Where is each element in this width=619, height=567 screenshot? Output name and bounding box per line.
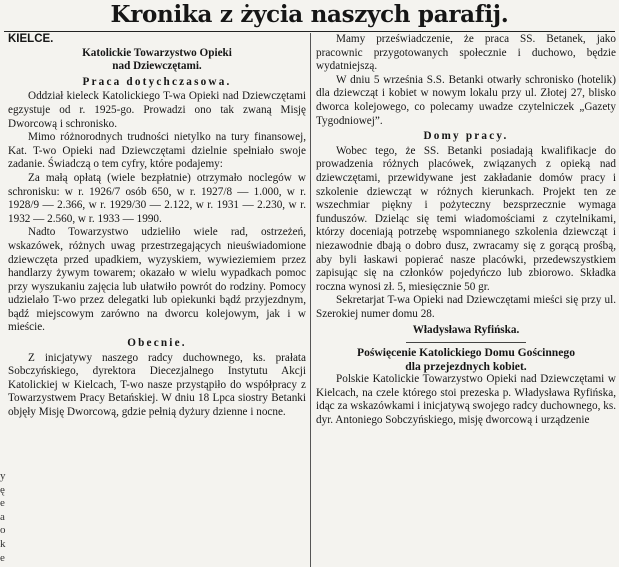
paragraph: W dniu 5 września S.S. Betanki otwarły schronisko (hotelik) dla dziewcząt i kobiet w nowym lokalu przy ul. Złotej 27, blisko dworca kolejowego, co polecamy uwadze czytelniczek „Gazety Tygodniowej”. [316, 73, 616, 127]
paragraph: Sekretarjat T-wa Opieki nad Dziewczętami mieści się przy ul. Szerokiej numer domu 28. [316, 294, 616, 320]
city-heading: KIELCE. [8, 33, 54, 45]
section-heading-praca: Praca dotychczasowa. [82, 75, 232, 88]
paragraph: Wobec tego, że SS. Betanki posiadają kwalifikacje do prowadzenia różnych placówek, związanych z opieką nad dziewczętami, przewidywane jest zakładanie domów pracy i szkolenie dziewcząt w różnych kierunkach. Projekt ten ze wszechmiar piękny i pożyteczny bezsprzecznie wymaga funduszów. Dzieląc się temi wiadomościami z czytelnikami, którzy doceniają potrzebę wspomnianego szkolenia dziewcząt i niezawodnie dbają o dobro dusz, zwracamy się z gorącą prośbą, aby byli łaskawi popierać nasze placówki, przedewszystkiem zapisując się na członków pojedyńczo lub zbiorowo. Składka roczna wynosi zł. 5, miesięcznie 50 gr. [316, 144, 616, 293]
edge-mark: e [0, 497, 5, 510]
article-title-line-2: nad Dziewczętami. [112, 60, 202, 73]
paragraph: Z inicjatywy naszego radcy duchownego, ks. prałata Sobczyńskiego, dyrektora Diecezjalnego Instytutu Akcji Katolickiej w Kielcach, T-wo nasze przystąpiło do współpracy z Towarzystwem Pracy Betańskiej. W dniu 18 Lpca siostry Betanki objęły Misję Dworcową, gdzie pełnią dyżury dzienne i nocne. [8, 351, 306, 419]
edge-mark: o [0, 524, 6, 537]
paragraph-statistics: Za małą opłatą (wiele bezpłatnie) otrzymało noclegów w schronisku: w r. 1926/7 osób 650, w r. 1927/8 — 1.000, w r. 1928/9 — 2.366, w r. 1929/30 — 2.122, w r. 1931 — 2.230, w r. 1932 — 2.560, w r. 1933 — 1990. [8, 171, 306, 225]
paragraph: Nadto Towarzystwo udzieliło wiele rad, ostrzeżeń, wskazówek, różnych uwag przestrzegających nieuświadomione dziewczęta przed upadkiem, wyzyskiem, wywieziemiem przez handlarzy żywym towarem; okazało w wielu wypadkach pomoc przy wyszukaniu zajęcia lub ułatwiło powrót do rodziny. Pomocy udzielało T-wo przez delegatki lub opiekunki bądź przyjezdnym, bądź miejscowym zarówno na dworcu kolejowym, jak i w mieście. [8, 226, 306, 334]
paragraph: Polskie Katolickie Towarzystwo Opieki nad Dziewczętami w Kielcach, na czele którego stoi prezeska p. Władysława Ryfińska, idąc za wskazówkami i inicjatywą swojego radcy duchownego, ks. dyr. Antoniego Sobczyńskiego, misję dworcową i urządzenie [316, 373, 616, 427]
section-heading-domy-pracy: Domy pracy. [423, 130, 509, 143]
paragraph: Oddział kieleck Katolickiego T-wa Opieki nad Dziewczętami egzystuje od r. 1925-go. Prowadzi ono tak zwaną Misję Dworcową i schronisko. [8, 90, 306, 130]
edge-mark: y [0, 470, 6, 482]
edge-mark: e [0, 551, 5, 564]
article2-title-line-2: dla przejezdnych kobiet. [405, 359, 527, 373]
article2-title-line-1: Poświęcenie Katolickiego Domu Gościnnego [356, 346, 575, 360]
article-separator [406, 342, 526, 343]
edge-mark: a [0, 510, 5, 523]
left-edge-marks [0, 470, 6, 565]
column-divider [310, 33, 311, 567]
section-heading-obecnie: Obecnie. [127, 337, 187, 350]
edge-mark: ę [0, 483, 5, 496]
paragraph: Mamy przeświadczenie, że praca SS. Betanek, jako pracownic przygotowanych społecznie i duchowo, będzie wydatniejszą. [316, 33, 616, 73]
left-column [8, 33, 306, 420]
author-signature: Władysława Ryfińska. [412, 324, 520, 337]
page-headline: Kronika z życia naszych parafij. [110, 1, 509, 28]
headline-rule [4, 31, 615, 32]
edge-mark: k [0, 537, 6, 550]
article-title-line-1: Katolickie Towarzystwo Opieki [82, 46, 232, 59]
right-column [316, 33, 616, 428]
paragraph: Mimo różnorodnych trudności nietylko na tury finansowej, Kat. T-wo Opieki nad Dziewczętami dzielnie spełniało swoje zadanie. Świadczą o tem cyfry, które podajemy: [8, 131, 306, 171]
